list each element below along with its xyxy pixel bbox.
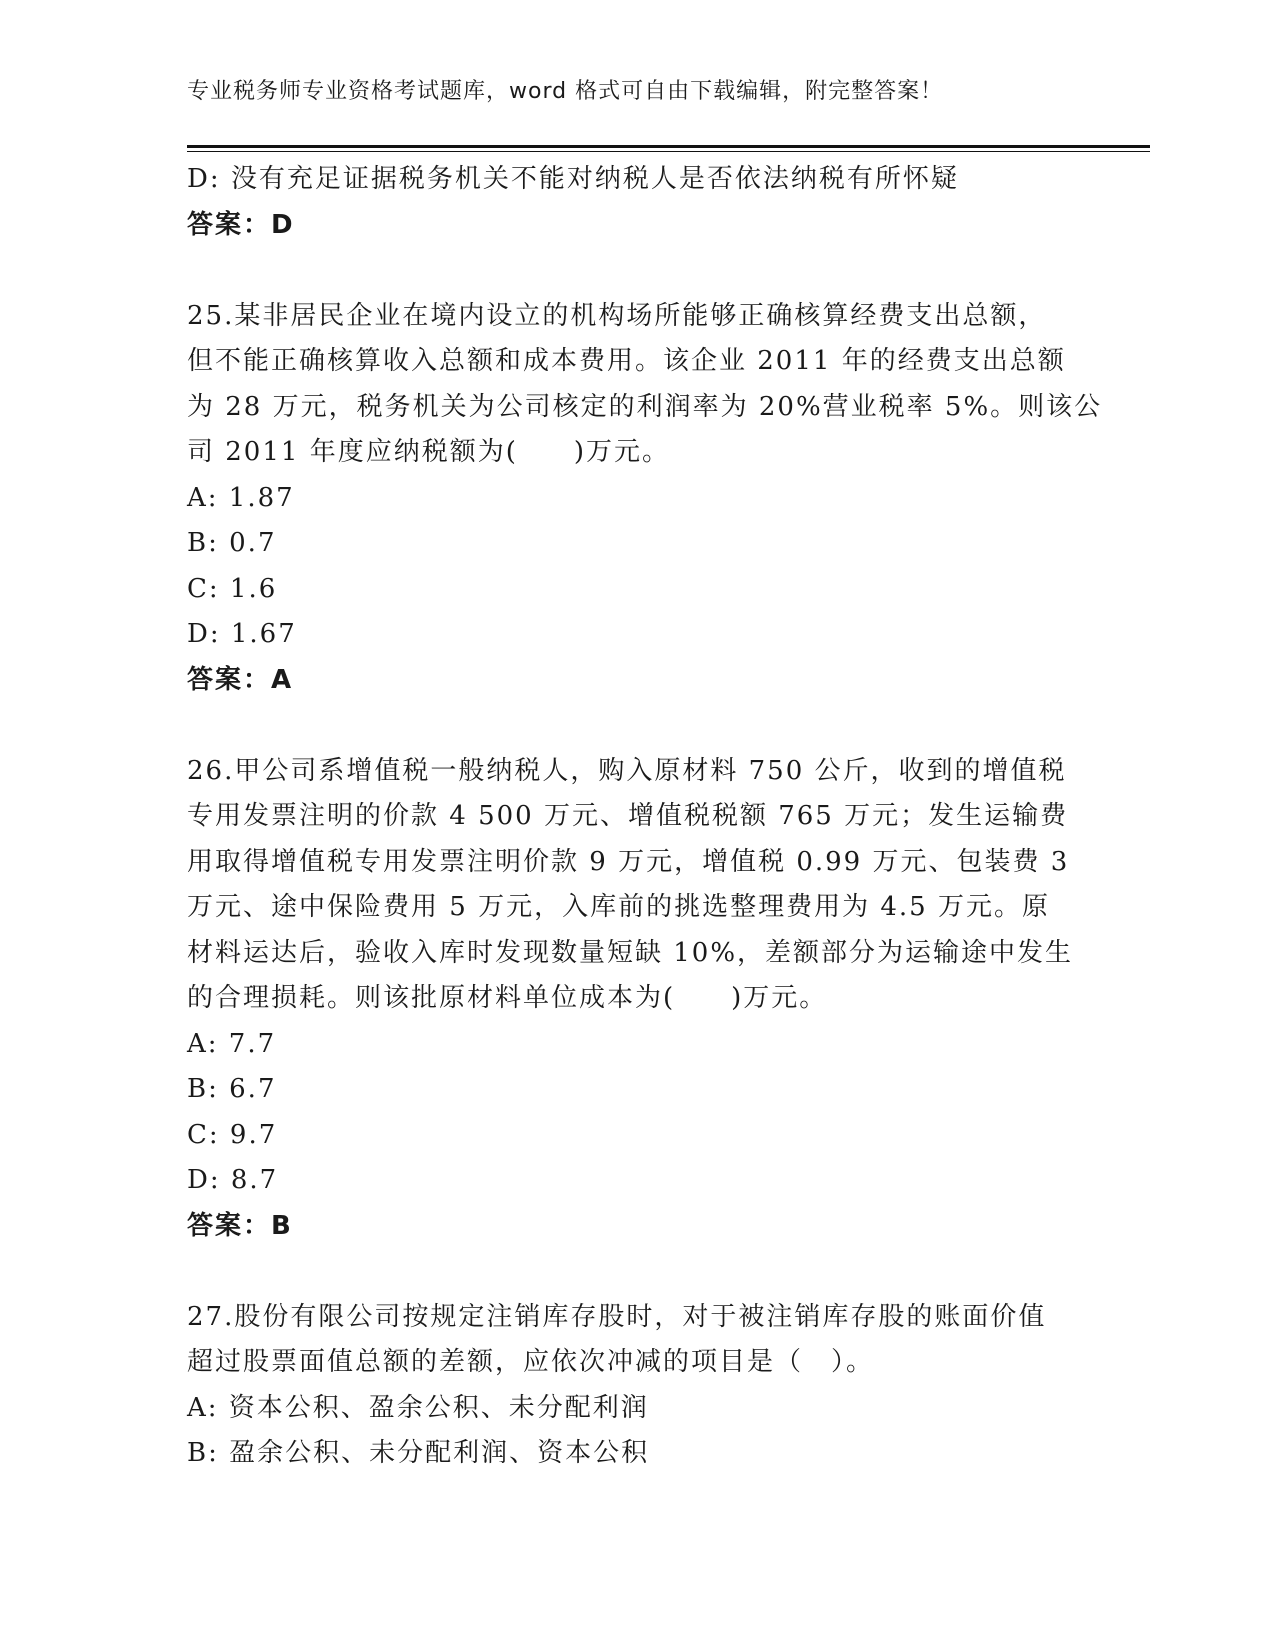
question-text-line: 用取得增值税专用发票注明价款 9 万元，增值税 0.99 万元、包装费 3 xyxy=(187,846,1070,877)
option-b: B: 0.7 xyxy=(187,528,277,558)
option-d: D: 8.7 xyxy=(187,1165,279,1195)
question-text-line: 26.甲公司系增值税一般纳税人，购入原材料 750 公斤，收到的增值税 xyxy=(187,755,1067,786)
document-body xyxy=(187,157,1103,1477)
option-a: A: 1.87 xyxy=(187,482,295,513)
option-c: C: 1.6 xyxy=(187,573,278,604)
header-rule-thick xyxy=(187,145,1150,148)
option-a: A: 7.7 xyxy=(187,1028,277,1059)
question-text-line: 的合理损耗。则该批原材料单位成本为( )万元。 xyxy=(187,983,828,1013)
page-header: 专业税务师专业资格考试题库，word 格式可自由下载编辑，附完整答案！ xyxy=(187,79,944,104)
prev-answer: 答案：D xyxy=(187,209,295,240)
question-text-line: 司 2011 年度应纳税额为( )万元。 xyxy=(187,437,670,467)
spacer xyxy=(187,703,1087,749)
spacer xyxy=(187,248,1087,294)
option-b: B: 盈余公积、未分配利润、资本公积 xyxy=(187,1438,650,1468)
prev-option-d: D: 没有充足证据税务机关不能对纳税人是否依法纳税有所怀疑 xyxy=(187,164,959,194)
question-25 xyxy=(187,294,1103,704)
question-text-line: 为 28 万元，税务机关为公司核定的利润率为 20%营业税率 5%。则该公 xyxy=(187,391,1103,422)
option-b: B: 6.7 xyxy=(187,1074,277,1104)
question-27 xyxy=(187,1295,1087,1477)
question-text-line: 但不能正确核算收入总额和成本费用。该企业 2011 年的经费支出总额 xyxy=(187,346,1066,376)
option-c: C: 9.7 xyxy=(187,1119,278,1150)
question-26 xyxy=(187,749,1087,1250)
question-text-line: 超过股票面值总额的差额，应依次冲减的项目是（ ）。 xyxy=(187,1347,875,1377)
question-text-line: 27.股份有限公司按规定注销库存股时，对于被注销库存股的账面价值 xyxy=(187,1301,1047,1332)
answer: 答案：B xyxy=(187,1210,293,1241)
question-text-line: 25.某非居民企业在境内设立的机构场所能够正确核算经费支出总额， xyxy=(187,300,1047,331)
option-d: D: 1.67 xyxy=(187,619,297,649)
answer: 答案：A xyxy=(187,664,294,695)
question-text-line: 专用发票注明的价款 4 500 万元、增值税税额 765 万元；发生运输费 xyxy=(187,801,1069,831)
question-text-line: 材料运达后，验收入库时发现数量短缺 10%，差额部分为运输途中发生 xyxy=(187,937,1074,968)
spacer xyxy=(187,1249,1087,1295)
option-a: A: 资本公积、盈余公积、未分配利润 xyxy=(187,1392,649,1423)
header-rule-thin xyxy=(187,151,1150,152)
question-text-line: 万元、途中保险费用 5 万元，入库前的挑选整理费用为 4.5 万元。原 xyxy=(187,892,1050,922)
